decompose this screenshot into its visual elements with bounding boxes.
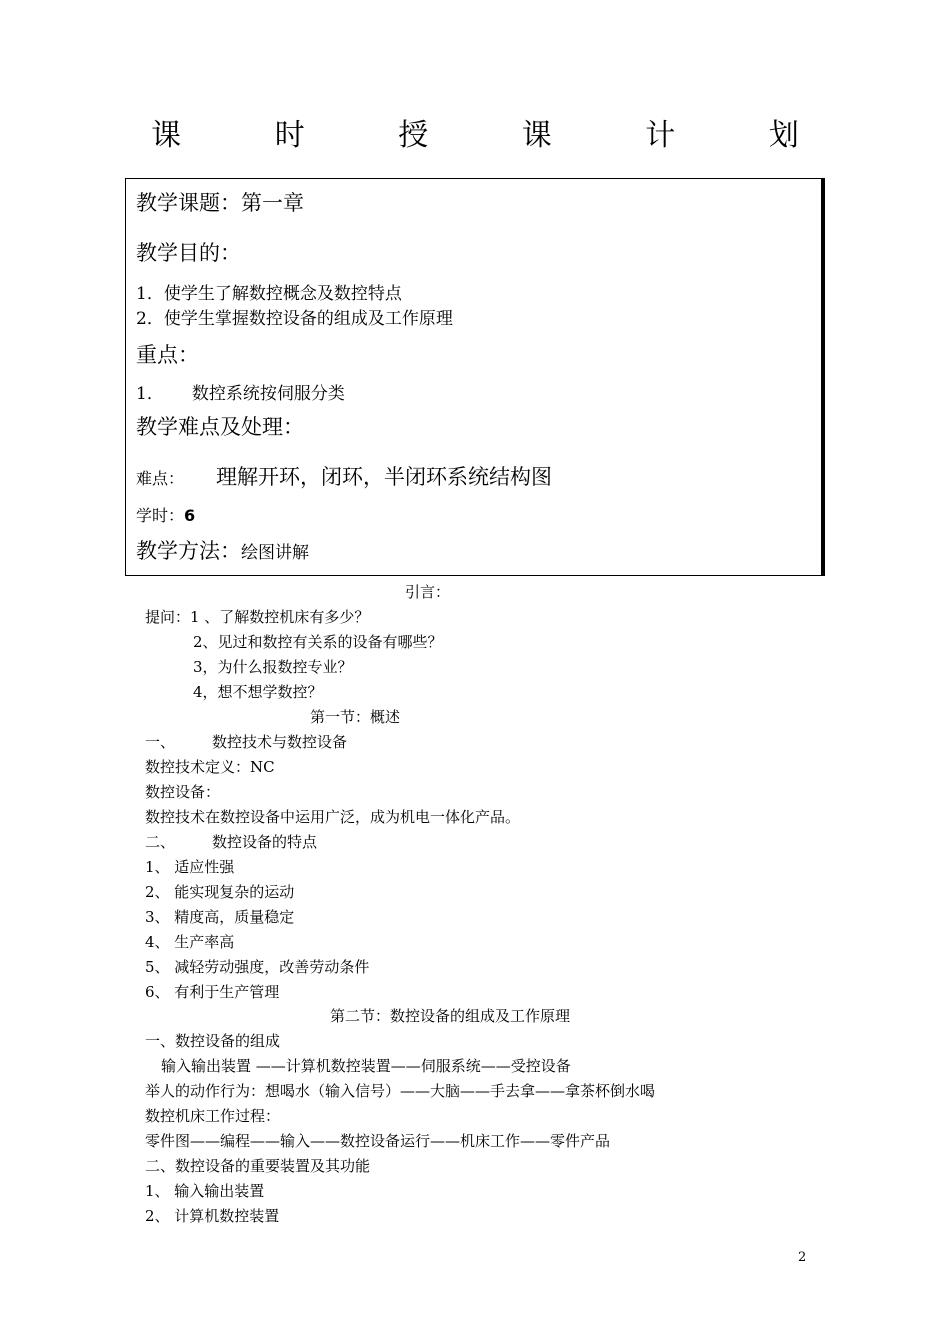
s1-device: 数控设备： xyxy=(145,783,221,801)
topic-line xyxy=(136,187,304,217)
s2-chain: 输入输出装置 ——计算机数控装置——伺服系统——受控设备 xyxy=(161,1057,571,1075)
s1-definition: 数控技术定义：NC xyxy=(145,758,275,776)
question-1: 提问：1 、了解数控机床有多少？ xyxy=(145,608,370,626)
purpose-item-2: 2．使学生掌握数控设备的组成及工作原理 xyxy=(136,309,453,329)
feature-item: 4、 生产率高 xyxy=(145,933,235,951)
method-line xyxy=(136,535,309,565)
question-4: 4，想不想学数控？ xyxy=(193,683,323,701)
question-2: 2、见过和数控有关系的设备有哪些？ xyxy=(193,633,443,651)
difficulty-label: 教学难点及处理： xyxy=(136,415,304,439)
purpose-item-1: 1．使学生了解数控概念及数控特点 xyxy=(136,284,402,304)
s2-item: 2、 计算机数控装置 xyxy=(145,1207,280,1225)
topic-value: 第一章 xyxy=(241,191,304,215)
purpose-label: 教学目的： xyxy=(136,241,241,265)
key-line xyxy=(136,379,345,404)
key-text: 数控系统按伺服分类 xyxy=(191,384,345,404)
page-title: 课 时 授 课 计 划 xyxy=(151,118,841,153)
feature-item: 6、 有利于生产管理 xyxy=(145,983,280,1001)
difficulty-line xyxy=(136,461,552,491)
feature-item: 3、 精度高，质量稳定 xyxy=(145,908,295,926)
s2-example: 举人的动作行为：想喝水（输入信号）——大脑——手去拿——拿茶杯倒水喝 xyxy=(145,1082,656,1100)
feature-item: 2、 能实现复杂的运动 xyxy=(145,883,295,901)
section-2-heading: 第二节：数控设备的组成及工作原理 xyxy=(330,1007,571,1025)
s2-heading-1: 一、数控设备的组成 xyxy=(145,1032,281,1050)
s1-heading-2 xyxy=(145,831,317,852)
feature-item: 5、 减轻劳动强度，改善劳动条件 xyxy=(145,958,370,976)
s1-heading-2-text: 数控设备的特点 xyxy=(212,833,318,851)
key-label: 重点： xyxy=(136,343,199,367)
key-num: 1． xyxy=(136,384,164,404)
section-1-heading: 第一节：概述 xyxy=(310,708,401,726)
difficulty-text: 理解开环，闭环，半闭环系统结构图 xyxy=(216,465,553,489)
s1-heading-1-num: 一、 xyxy=(145,733,176,751)
s1-heading-2-num: 二、 xyxy=(145,833,176,851)
method-value: 绘图讲解 xyxy=(241,543,309,563)
difficulty-sub: 难点： xyxy=(136,469,185,488)
s1-heading-1 xyxy=(145,731,347,752)
lesson-plan-box xyxy=(125,178,822,576)
s2-heading-2: 二、数控设备的重要装置及其功能 xyxy=(145,1157,371,1175)
topic-label: 教学课题： xyxy=(136,191,241,215)
s2-process-label: 数控机床工作过程： xyxy=(145,1107,281,1125)
hours-value: 6 xyxy=(184,506,196,525)
page-number: 2 xyxy=(798,1250,807,1265)
hours-label: 学时： xyxy=(136,506,185,525)
question-3: 3，为什么报数控专业？ xyxy=(193,658,353,676)
intro-heading: 引言： xyxy=(405,583,451,601)
s1-usage: 数控技术在数控设备中运用广泛，成为机电一体化产品。 xyxy=(145,808,521,826)
s2-item: 1、 输入输出装置 xyxy=(145,1182,265,1200)
s1-heading-1-text: 数控技术与数控设备 xyxy=(212,733,348,751)
method-label: 教学方法： xyxy=(136,539,241,563)
feature-item: 1、 适应性强 xyxy=(145,858,235,876)
hours-line xyxy=(136,503,195,526)
s2-flow: 零件图——编程——输入——数控设备运行——机床工作——零件产品 xyxy=(145,1132,611,1150)
